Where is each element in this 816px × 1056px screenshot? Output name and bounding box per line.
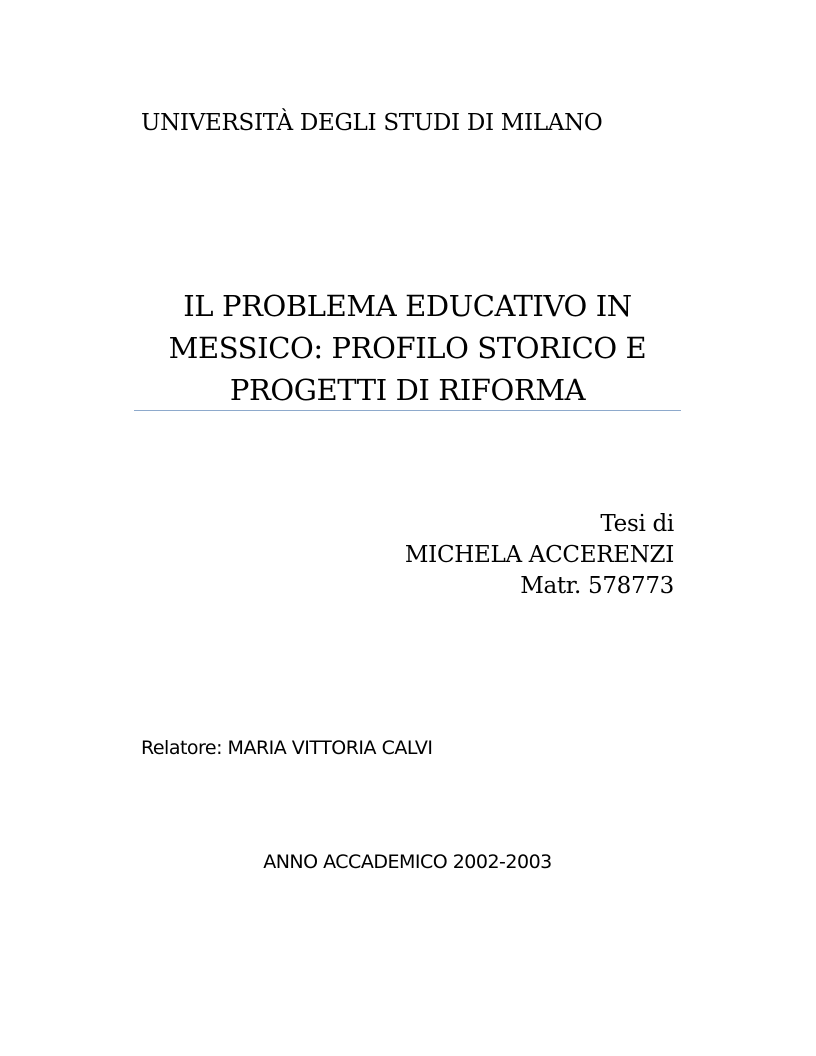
thesis-title-line: IL PROBLEMA EDUCATIVO IN — [183, 289, 632, 323]
academic-year: ANNO ACCADEMICO 2002-2003 — [263, 851, 552, 873]
thesis-title — [134, 285, 681, 411]
student-id: Matr. 578773 — [520, 573, 674, 599]
thesis-title-line: PROGETTI DI RIFORMA — [229, 373, 586, 407]
author-name: MICHELA ACCERENZI — [404, 542, 674, 568]
author-block — [300, 509, 674, 602]
university-name: UNIVERSITÀ DEGLI STUDI DI MILANO — [141, 110, 603, 136]
supervisor: Relatore: MARIA VITTORIA CALVI — [141, 737, 433, 759]
thesis-title-line: MESSICO: PROFILO STORICO E — [168, 331, 647, 365]
title-divider — [134, 410, 681, 411]
thesis-by-label: Tesi di — [600, 511, 674, 537]
